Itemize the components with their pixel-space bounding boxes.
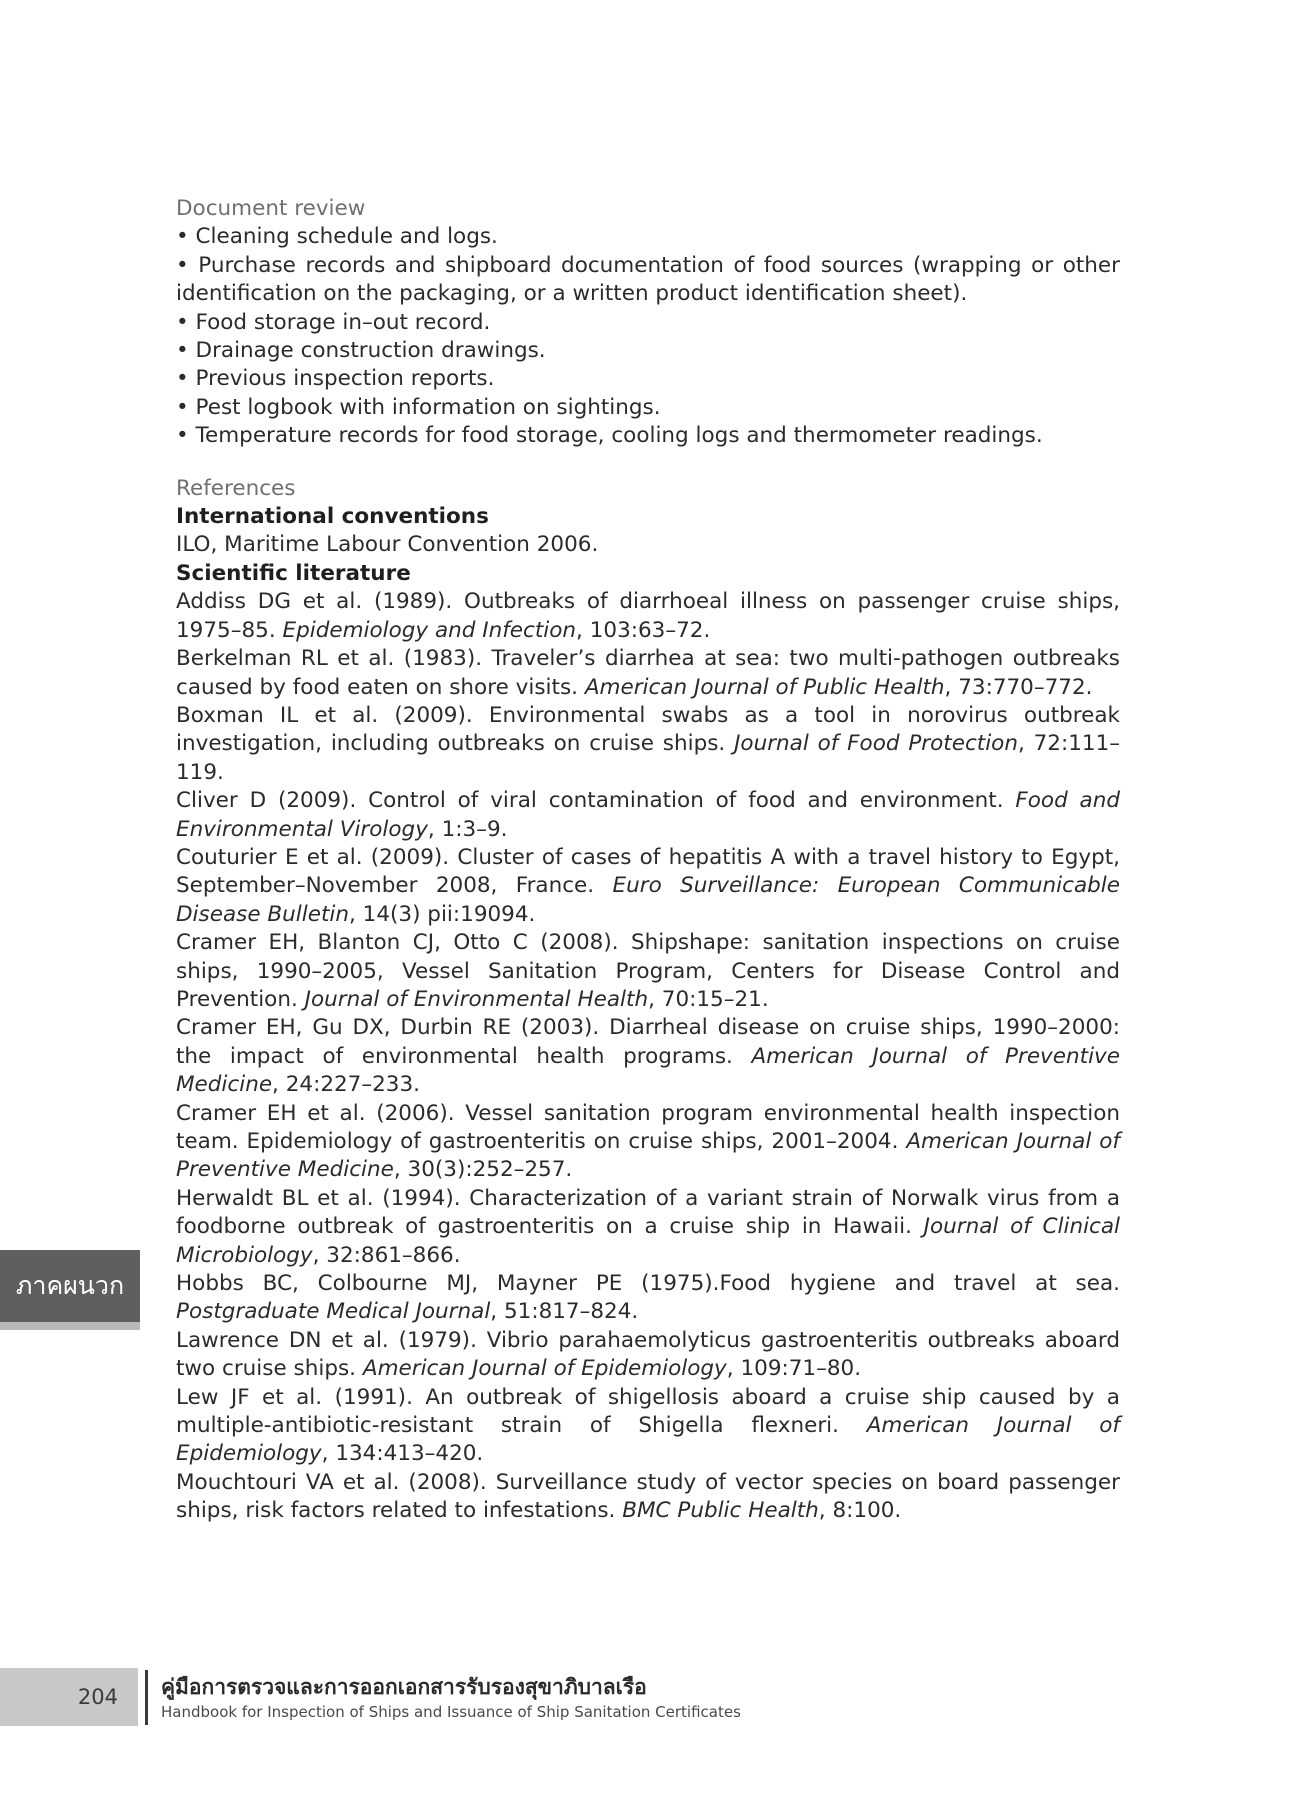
document-review-item: • Cleaning schedule and logs. (176, 224, 498, 250)
reference-entry: Boxman IL et al. (2009). Environmental swabs as a tool in norovirus outbreak investigation, including outbreaks on cruise ships. Journal of Food Protection, 72:111–119. (176, 702, 1120, 785)
document-review-item: • Drainage construction drawings. (176, 338, 546, 364)
reference-entry: Mouchtouri VA et al. (2008). Surveillance study of vector species on board passenger ships, risk factors related to infestations. BMC Public Health, 8:100. (176, 1469, 1120, 1524)
scientific-literature-heading: Scientific literature (176, 560, 411, 586)
reference-entry: Cramer EH, Gu DX, Durbin RE (2003). Diarrheal disease on cruise ships, 1990–2000: the impact of environmental health programs. American Journal of Preventive Medicine, 24:227–233. (176, 1015, 1120, 1098)
document-review-heading: Document review (176, 196, 366, 221)
reference-entry: Couturier E et al. (2009). Cluster of cases of hepatitis A with a travel history to Egypt, September–November 2008, France. Euro Surveillance: European Communicable Disease Bulletin, 14(3) pii:19094. (176, 844, 1120, 927)
document-review-item: • Pest logbook with information on sightings. (176, 394, 661, 420)
appendix-side-tab: ภาคผนวก (0, 1250, 140, 1330)
international-convention-entry: ILO, Maritime Labour Convention 2006. (176, 532, 599, 558)
document-review-item: • Temperature records for food storage, cooling logs and thermometer readings. (176, 423, 1043, 449)
page-number: 204 (0, 1668, 138, 1726)
footer-title-english: Handbook for Inspection of Ships and Issuance of Ship Sanitation Certificates (161, 1703, 741, 1721)
document-review-item: • Previous inspection reports. (176, 366, 495, 392)
reference-entry: Lawrence DN et al. (1979). Vibrio parahaemolyticus gastroenteritis outbreaks aboard two cruise ships. American Journal of Epidemiology, 109:71–80. (176, 1327, 1120, 1382)
reference-entry: Herwaldt BL et al. (1994). Characterization of a variant strain of Norwalk virus from a foodborne outbreak of gastroenteritis on a cruise ship in Hawaii. Journal of Clinical Microbiology, 32:861–866. (176, 1185, 1121, 1268)
footer-title-thai: คู่มือการตรวจและการออกเอกสารรับรองสุขาภิบาลเรือ (161, 1675, 647, 1699)
reference-entry: Cramer EH, Blanton CJ, Otto C (2008). Shipshape: sanitation inspections on cruise ships, 1990–2005, Vessel Sanitation Program, Centers for Disease Control and Prevention. Journal of Environmental Health, 70:15–21. (176, 930, 1120, 1012)
page-content (176, 195, 1120, 1526)
document-review-item: • Food storage in–out record. (176, 309, 491, 335)
reference-entry: Berkelman RL et al. (1983). Traveler’s diarrhea at sea: two multi-pathogen outbreaks caused by food eaten on shore visits. American Journal of Public Health, 73:770–772. (176, 646, 1120, 700)
references-heading: References (176, 475, 296, 501)
footer-divider (145, 1670, 148, 1725)
reference-entry: Hobbs BC, Colbourne MJ, Mayner PE (1975).Food hygiene and travel at sea. Postgraduate Medical Journal, 51:817–824. (176, 1271, 1120, 1325)
reference-entry: Cliver D (2009). Control of viral contamination of food and environment. Food and Environmental Virology, 1:3–9. (176, 788, 1121, 842)
reference-entry: Cramer EH et al. (2006). Vessel sanitation program environmental health inspection team. Epidemiology of gastroenteritis on cruise ships, 2001–2004. American Journal of Preventive Medicine, 30(3):252–257. (176, 1100, 1120, 1183)
document-review-item: • Purchase records and shipboard documentation of food sources (wrapping or other identification on the packaging, or a written product identification sheet). (176, 252, 1120, 307)
reference-entry: Lew JF et al. (1991). An outbreak of shigellosis aboard a cruise ship caused by a multiple-antibiotic-resistant strain of Shigella flexneri. American Journal of Epidemiology, 134:413–420. (176, 1384, 1120, 1467)
reference-list (176, 588, 1120, 1525)
reference-entry: Addiss DG et al. (1989). Outbreaks of diarrhoeal illness on passenger cruise ships, 1975–85. Epidemiology and Infection, 103:63–72. (176, 589, 1120, 643)
international-conventions-heading: International conventions (176, 504, 489, 530)
